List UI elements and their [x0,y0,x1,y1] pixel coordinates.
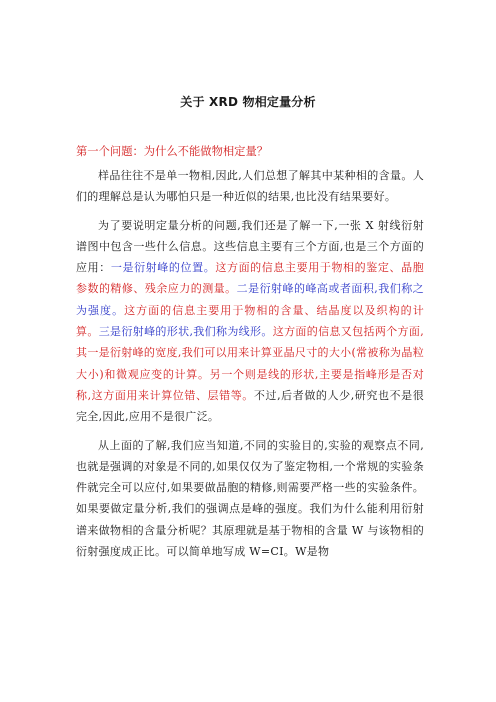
point-two-usage: 这方面的信息主要用于物相的含量、结晶度以及织构的计算。 [76,303,425,339]
point-three-profile: 三是衍射峰的形状,我们称为线形。 [98,325,273,339]
paragraph-2 [76,215,424,428]
paragraph-2-intro: 为了要说明定量分析的问题,我们还是了解一下,一张 X 射线衍射谱图中包含一些什么信息。这些信息主要有三个方面,也是三个方面的应用： [76,218,424,275]
point-one-position: 一是衍射峰的位置。 [110,261,216,275]
paragraph-1-text: 样品往往不是单一物相,因此,人们总想了解其中某种相的含量。人们的理解总是认为哪怕只是一种近似的结果,也比没有结果要好。 [76,169,424,204]
question-heading: 第一个问题：为什么不能做物相定量？ [76,145,269,158]
document-title: 关于 XRD 物相定量分析 [180,95,316,109]
paragraph-3-text: 从上面的了解,我们应当知道,不同的实验目的,实验的观察点不同,也就是强调的对象是不同的,如果仅仅为了鉴定物相,一个常规的实验条件就完全可以应付,如果要做晶胞的精修,则需要严格一些的实验条件。如果要做定量分析,我们的强调点是峰的强度。我们为什么能利用衍射谱来做物相的含量分析呢？其原理就是基于物相的含量 W 与该物相的衍射强度成正比。可以简单地写成 W=CI。W是物 [76,438,424,559]
paragraph-3 [76,435,424,563]
point-one-usage: 这方面的信息主要用于物相的鉴定、晶胞参数的精修、残余应力的测量。 [76,261,425,296]
paragraph-1 [76,165,424,208]
document-body [76,165,424,569]
paragraph-2-closing: 不过,后者做的人少,研究也不是很完全,因此,应用不是很广泛。 [76,388,425,424]
point-three-usage: 这方面的信息又包括两个方面,其一是衍射峰的宽度,我们可以用来计算亚晶尺寸的大小(常被称为晶粒大小)和微观应变的计算。另一个则是线的形状,主要是指峰形是否对称,这方面用来计算位错、层错等。 [76,325,424,402]
point-two-intensity: 二是衍射峰的峰高或者面积,我们称之为强度。 [76,282,424,317]
